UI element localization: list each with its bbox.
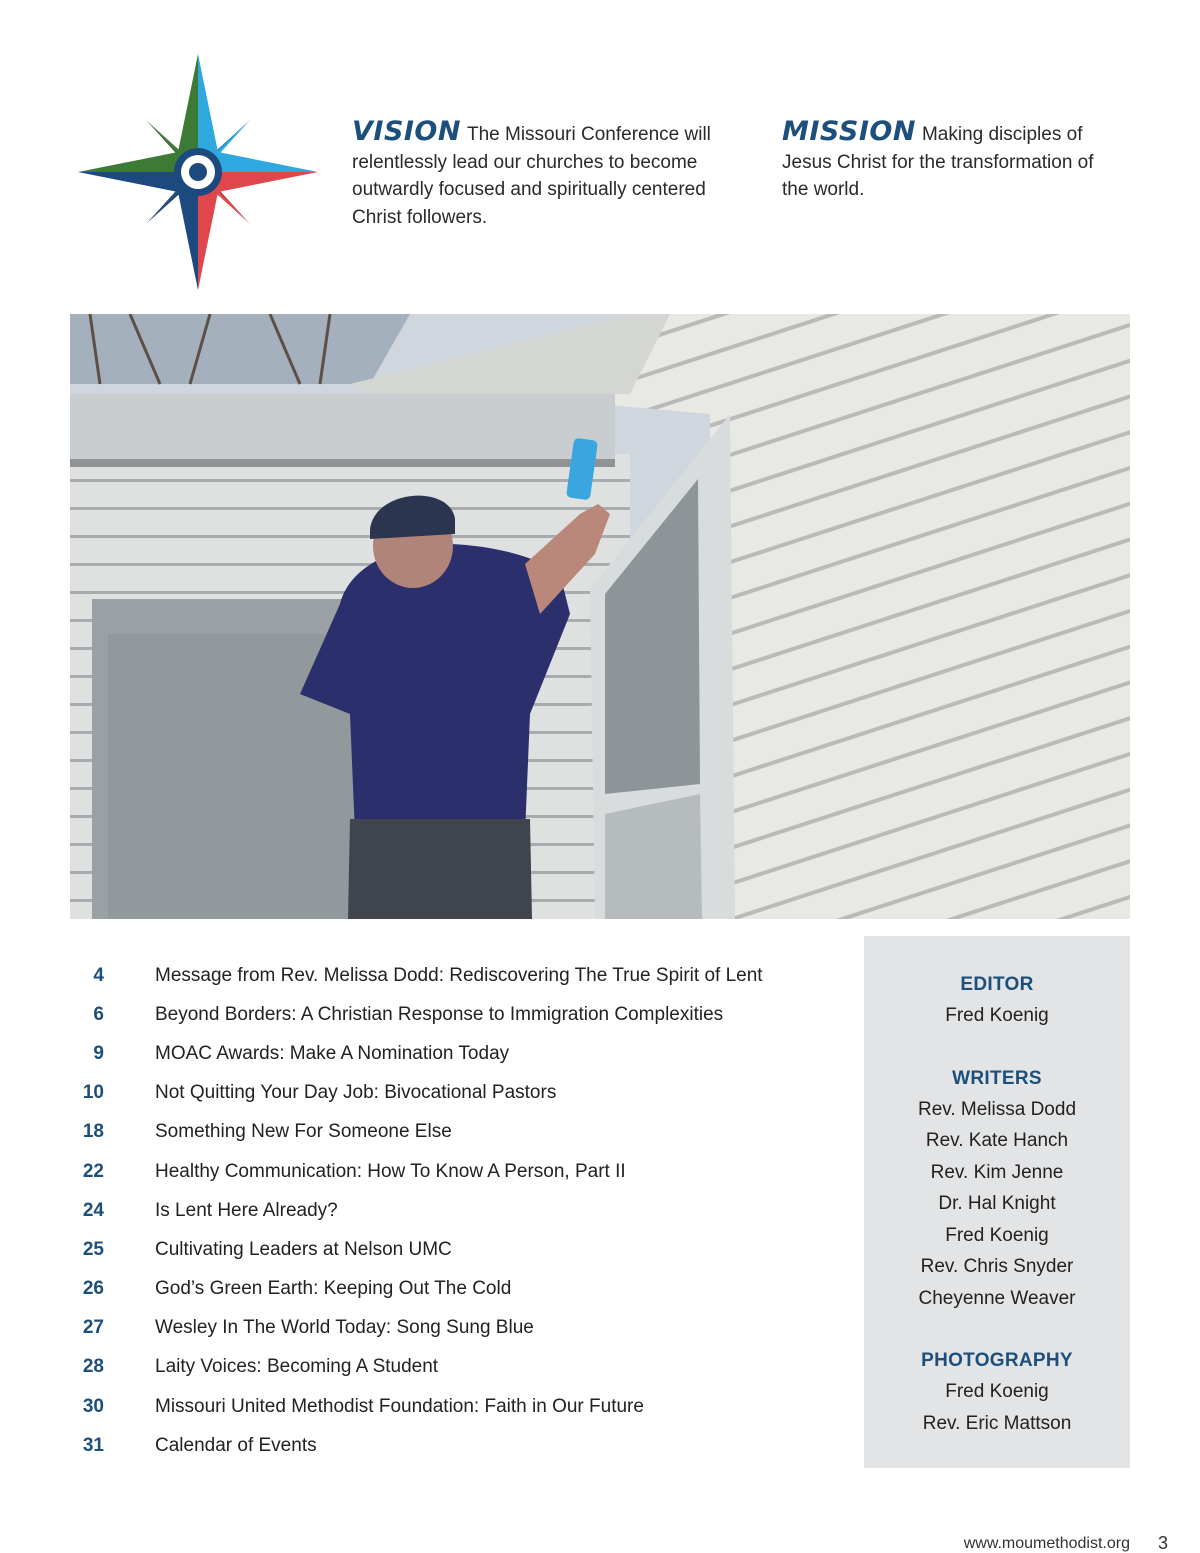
vision-heading: VISION bbox=[352, 116, 461, 147]
toc-page-number: 30 bbox=[82, 1395, 104, 1417]
table-of-contents bbox=[70, 956, 850, 1465]
toc-title: Beyond Borders: A Christian Response to Immigration Complexities bbox=[155, 1003, 724, 1025]
toc-title: MOAC Awards: Make A Nomination Today bbox=[155, 1042, 510, 1064]
writers-credits bbox=[864, 1064, 1130, 1315]
toc-title: Calendar of Events bbox=[155, 1434, 317, 1456]
toc-entry[interactable] bbox=[70, 1191, 850, 1230]
toc-title: Is Lent Here Already? bbox=[155, 1199, 338, 1221]
toc-page-number: 4 bbox=[93, 964, 104, 986]
toc-title: Not Quitting Your Day Job: Bivocational Pastors bbox=[155, 1082, 557, 1104]
toc-page-number: 24 bbox=[82, 1199, 104, 1221]
compass-star-logo bbox=[76, 54, 318, 290]
toc-page-number: 18 bbox=[82, 1121, 104, 1143]
toc-entry[interactable] bbox=[70, 1309, 850, 1348]
toc-entry[interactable] bbox=[70, 1152, 850, 1191]
credit-name: Rev. Eric Mattson bbox=[922, 1412, 1072, 1434]
editor-heading: EDITOR bbox=[960, 974, 1034, 995]
credit-name: Rev. Melissa Dodd bbox=[917, 1098, 1077, 1120]
toc-page-number: 6 bbox=[93, 1003, 104, 1025]
toc-title: Missouri United Methodist Foundation: Faith in Our Future bbox=[155, 1395, 644, 1417]
editor-credits bbox=[864, 970, 1130, 1032]
photography-credits bbox=[864, 1346, 1130, 1439]
toc-page-number: 10 bbox=[82, 1082, 104, 1104]
credit-name: Fred Koenig bbox=[945, 1381, 1049, 1402]
cover-photo bbox=[70, 314, 1130, 919]
toc-entry[interactable] bbox=[70, 1426, 850, 1465]
vision-text: The Missouri Conference will relentlessly lead our churches to become outwardly focused and spiritually centered Christ followers. bbox=[352, 124, 711, 228]
mission-text: Making disciples of Jesus Christ for the transformation of the world. bbox=[782, 124, 1094, 200]
photography-heading: PHOTOGRAPHY bbox=[921, 1350, 1073, 1371]
toc-title: Something New For Someone Else bbox=[155, 1121, 452, 1143]
toc-page-number: 22 bbox=[82, 1160, 104, 1182]
toc-page-number: 25 bbox=[82, 1238, 104, 1260]
toc-title: Message from Rev. Melissa Dodd: Rediscovering The True Spirit of Lent bbox=[155, 964, 763, 986]
toc-page-number: 9 bbox=[93, 1042, 104, 1064]
page-number: 3 bbox=[1158, 1533, 1169, 1553]
mission-statement bbox=[782, 118, 1112, 204]
toc-entry[interactable] bbox=[70, 956, 850, 995]
toc-entry[interactable] bbox=[70, 995, 850, 1034]
toc-page-number: 26 bbox=[82, 1278, 104, 1300]
toc-entry[interactable] bbox=[70, 1387, 850, 1426]
credit-name: Fred Koenig bbox=[945, 1224, 1049, 1246]
toc-page-number: 31 bbox=[82, 1434, 104, 1456]
toc-title: Laity Voices: Becoming A Student bbox=[155, 1356, 439, 1378]
mission-heading: MISSION bbox=[782, 116, 916, 147]
toc-entry[interactable] bbox=[70, 1034, 850, 1073]
vision-statement bbox=[352, 118, 742, 231]
toc-entry[interactable] bbox=[70, 1074, 850, 1113]
website-link[interactable]: www.moumethodist.org bbox=[963, 1535, 1130, 1552]
credit-name: Cheyenne Weaver bbox=[918, 1287, 1076, 1309]
credit-name: Dr. Hal Knight bbox=[938, 1193, 1056, 1214]
toc-title: Healthy Communication: How To Know A Person, Part II bbox=[155, 1160, 626, 1182]
credits-panel bbox=[864, 936, 1130, 1468]
toc-title: God’s Green Earth: Keeping Out The Cold bbox=[155, 1278, 512, 1300]
writers-heading: WRITERS bbox=[952, 1067, 1042, 1089]
toc-entry[interactable] bbox=[70, 1348, 850, 1387]
credit-name: Rev. Kate Hanch bbox=[925, 1130, 1069, 1151]
toc-page-number: 27 bbox=[82, 1317, 104, 1339]
toc-page-number: 28 bbox=[82, 1356, 104, 1378]
credit-name: Rev. Chris Snyder bbox=[920, 1256, 1074, 1277]
toc-title: Cultivating Leaders at Nelson UMC bbox=[155, 1238, 452, 1260]
toc-title: Wesley In The World Today: Song Sung Blue bbox=[155, 1317, 534, 1339]
toc-entry[interactable] bbox=[70, 1113, 850, 1152]
toc-entry[interactable] bbox=[70, 1270, 850, 1309]
credit-name: Rev. Kim Jenne bbox=[930, 1161, 1064, 1183]
toc-entry[interactable] bbox=[70, 1230, 850, 1269]
credit-name: Fred Koenig bbox=[945, 1005, 1049, 1026]
